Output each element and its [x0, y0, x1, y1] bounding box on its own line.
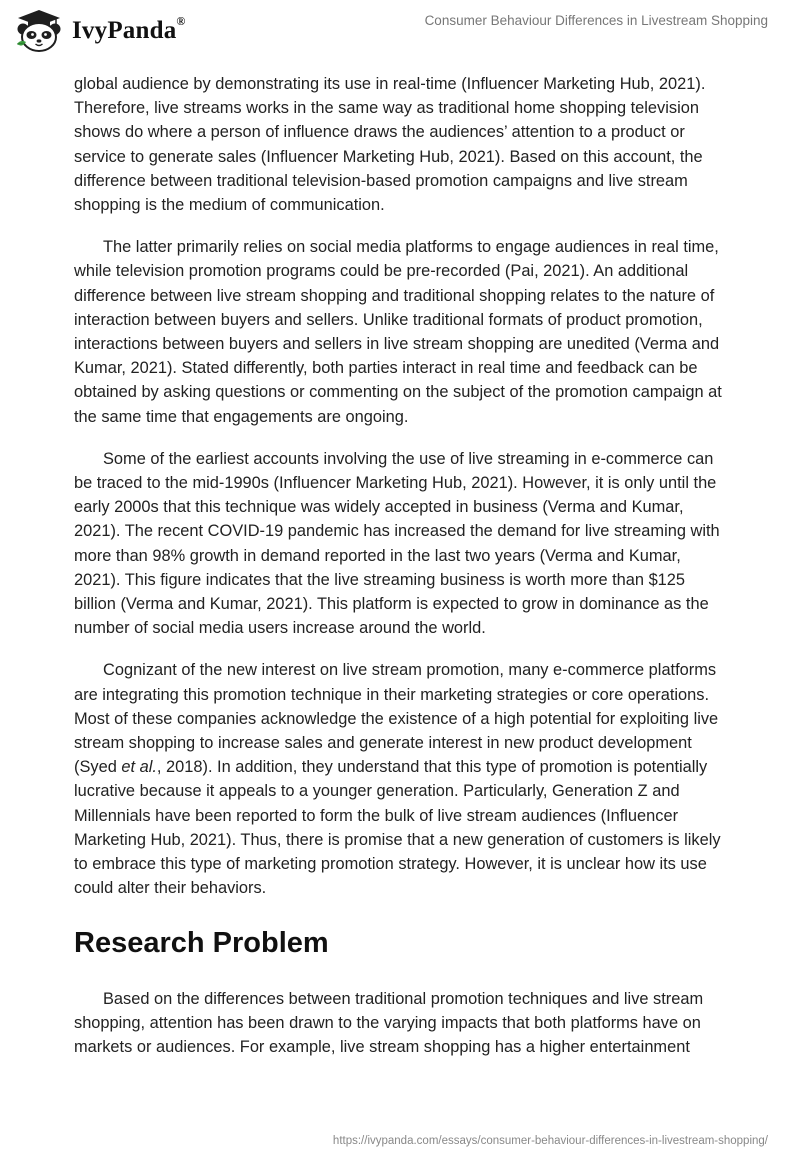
page-header — [0, 0, 800, 70]
brand-logo[interactable] — [14, 8, 186, 54]
paragraph-3: Some of the earliest accounts involving the use of live streaming in e-commerce can be traced to the mid-1990s (Influencer Marketing Hub, 2021). However, it is only until the early 2000s that this technique was widely accepted in business (Verma and Kumar, 2021). The recent COVID-19 pandemic has increased the demand for live streaming with more than 98% growth in demand reported in the last two years (Verma and Kumar, 2021). This figure indicates that the live streaming business is worth more than $125 billion (Verma and Kumar, 2021). This platform is expected to grow in dominance as the number of social media users increase around the world. — [74, 449, 720, 638]
paragraph-4-citation-italic: et al. — [121, 758, 157, 777]
paragraph-5: Based on the differences between traditional promotion techniques and live stream shopping, attention has been drawn to the varying impacts that both platforms have on markets or audiences. For example, live stream shopping has a higher entertainment — [74, 989, 704, 1056]
source-url[interactable]: https://ivypanda.com/essays/consumer-behaviour-differences-in-livestream-shopping/ — [332, 1135, 768, 1147]
paragraph-4-part-2: , 2018). In addition, they understand that this type of promotion is potentially lucrative because it appeals to a younger generation. Particularly, Generation Z and Millennials have been reported to form the bulk of live stream audiences (Influencer Marketing Hub, 2021). Thus, there is promise that a new generation of customers is likely to embrace this type of marketing promotion strategy. However, it is unclear how its use could alter their behaviors. — [74, 758, 721, 898]
paragraph-2: The latter primarily relies on social media platforms to engage audiences in real time, while television promotion programs could be pre-recorded (Pai, 2021). An additional difference between live stream shopping and traditional shopping relates to the nature of interaction between buyers and sellers. Unlike traditional formats of product promotion, interactions between buyers and sellers in live stream shopping are unedited (Verma and Kumar, 2021). Stated differently, both parties interact in real time and feedback can be obtained by asking questions or commenting on the subject of the promotion campaign at the same time that engagements are ongoing. — [74, 238, 722, 426]
paragraph-1: global audience by demonstrating its use in real-time (Influencer Marketing Hub, 2021). Therefore, live streams works in the same way as traditional home shopping television shows do where a person of influence draws the audiences’ attention to a product or service to generate sales (Influencer Marketing Hub, 2021). Based on this account, the difference between traditional television-based promotion campaigns and live stream shopping is the medium of communication. — [74, 75, 706, 215]
section-heading: Research Problem — [74, 926, 329, 959]
paragraph-4 — [74, 658, 730, 900]
registered-mark: ® — [176, 13, 186, 28]
brand-name: IvyPanda® — [72, 13, 186, 44]
paragraph-4-part-1: Cognizant of the new interest on live stream promotion, many e-commerce platforms are integrating this promotion technique in their marketing strategies or core operations. Most of these companies acknowledge the existence of a high potential for exploiting live stream shopping to increase sales and generate interest in new product development (Syed — [74, 661, 719, 777]
panda-icon — [14, 8, 64, 54]
essay-body — [74, 72, 730, 1077]
document-title: Consumer Behaviour Differences in Livestream Shopping — [424, 13, 768, 28]
